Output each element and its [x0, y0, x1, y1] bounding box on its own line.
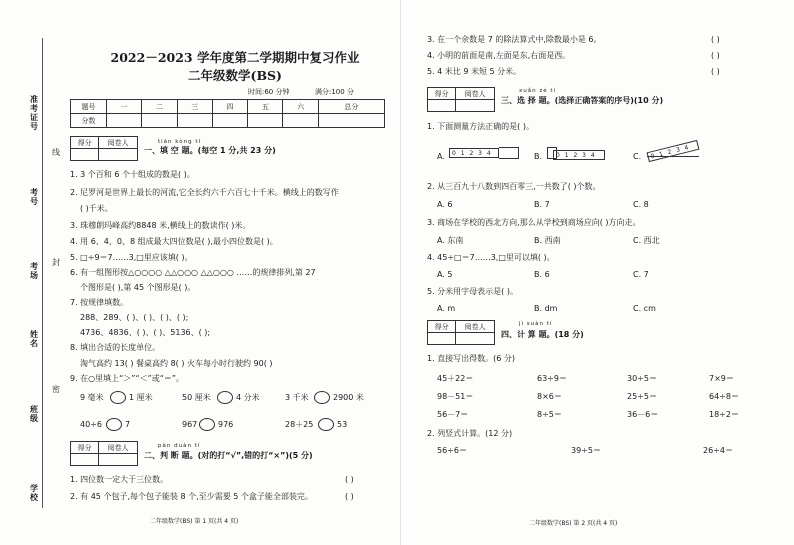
cmp-left: 967: [182, 420, 198, 429]
grader-score-label: 得分: [71, 137, 99, 149]
p1-q2b: ( )千米。: [80, 204, 113, 213]
score-row-label: 分数: [71, 114, 107, 128]
choice-option[interactable]: A. 东南: [437, 236, 464, 245]
grader-reviewer-label: 阅卷人: [456, 88, 495, 100]
calc-item: 7×9＝: [709, 374, 734, 383]
p2-choice-q4: 4. 45÷□＝7……3,□里可以填( )。: [427, 253, 555, 262]
calc-item: 30÷5＝: [627, 374, 657, 383]
sec2-title: 二、判 断 题。(对的打“√”,错的打“×”)(5 分): [144, 451, 313, 460]
choice-option[interactable]: C. 8: [633, 200, 649, 209]
ruler-a: 0 1 2 3 4: [449, 148, 499, 158]
p1-q6a: 6. 有一组图形按△○○○○ △△○○○ △△○○○ ……的规律排列,第 27: [70, 268, 316, 277]
cmp-right: 2900 米: [333, 393, 364, 402]
score-cell[interactable]: [318, 114, 384, 128]
grader-score-label: 得分: [71, 442, 99, 454]
label-school: 学校: [30, 484, 38, 502]
compare-circle[interactable]: [217, 391, 233, 404]
ruler-c: 0 1 2 3 4: [647, 140, 700, 162]
sec1-title: 一、填 空 题。(每空 1 分,共 23 分): [144, 146, 276, 155]
score-header: 一: [107, 100, 142, 114]
calc-item: 18÷2＝: [709, 410, 739, 419]
p1-judge-q2: 2. 有 45 个包子,每个包子能装 8 个,至少需要 5 个盒子能全部装完。: [70, 492, 313, 501]
p1-judge-q1: 1. 四位数一定大于三位数。: [70, 475, 169, 484]
p2-choice-q1: 1. 下面测量方法正确的是( )。: [427, 122, 534, 131]
score-cell[interactable]: [283, 114, 318, 128]
grader-reviewer-label: 阅卷人: [99, 137, 138, 149]
choice-option[interactable]: C. 西北: [633, 236, 660, 245]
grader-reviewer-cell[interactable]: [99, 149, 138, 161]
grader-box-sec4: [427, 320, 495, 345]
choice-option[interactable]: A. 5: [437, 270, 453, 279]
cmp-left: 9 毫米: [80, 393, 104, 402]
compare-circle[interactable]: [199, 418, 215, 431]
sec3-pinyin: xuǎn zé tí: [519, 88, 557, 94]
calc-item: 36－6＝: [627, 410, 659, 419]
grader-score-label: 得分: [428, 88, 456, 100]
grader-score-cell[interactable]: [428, 100, 456, 112]
p1-q7: 7. 按规律填数。: [70, 298, 129, 307]
choice-option[interactable]: C. 7: [633, 270, 649, 279]
cmp-right: 976: [218, 420, 234, 429]
grader-box-sec3: [427, 87, 495, 112]
cmp-left: 50 厘米: [182, 393, 211, 402]
p1-q4: 4. 用 6、4、0、8 组成最大四位数是( ),最小四位数是( )。: [70, 237, 278, 246]
judge-answer-paren[interactable]: ( ): [345, 475, 354, 484]
binding-line: [42, 38, 43, 508]
p1-q7-row2: 4736、4836、( )、( )、5136、( );: [80, 328, 211, 337]
vertical-calc-item: 26÷4＝: [703, 446, 733, 455]
calc-item: 8×6＝: [537, 392, 562, 401]
page-subtitle: 二年级数学(BS): [188, 68, 282, 83]
choice-option[interactable]: C.: [633, 152, 642, 161]
calc-item: 25÷5＝: [627, 392, 657, 401]
choice-option[interactable]: B. 7: [534, 200, 550, 209]
cmp-right: 53: [337, 420, 348, 429]
calc-item: 64÷8＝: [709, 392, 739, 401]
sec3-title: 三、选 择 题。(选择正确答案的序号)(10 分): [501, 96, 664, 105]
grader-reviewer-label: 阅卷人: [456, 321, 495, 333]
grader-box-sec2: [70, 441, 138, 466]
label-exam-id: 准考证号: [30, 95, 38, 131]
cut-mark-dense: 密: [52, 385, 60, 394]
score-cell[interactable]: [212, 114, 247, 128]
choice-option[interactable]: B. dm: [534, 304, 558, 313]
choice-option[interactable]: B. 西南: [534, 236, 561, 245]
compare-circle[interactable]: [106, 418, 122, 431]
sec4-title: 四、计 算 题。(18 分): [501, 330, 584, 339]
p1-q8-row: 淘气高约 13( ) 餐桌高约 8( ) 火车每小时行驶约 90( ): [80, 359, 273, 368]
score-header: 四: [212, 100, 247, 114]
cut-mark-seal: 封: [52, 258, 60, 267]
exam-page-2: [400, 0, 794, 545]
p1-q5: 5. □÷9＝7……3,□里应该填( )。: [70, 253, 193, 262]
sec1-pinyin: tián kòng tí: [158, 139, 202, 145]
score-cell[interactable]: [248, 114, 283, 128]
p1-q9: 9. 在○里填上“＞”“＜”或“＝”。: [70, 374, 185, 383]
vertical-calc-item: 56÷6＝: [437, 446, 467, 455]
grader-score-cell[interactable]: [71, 454, 99, 466]
sec2-pinyin: pàn duàn tí: [158, 443, 201, 449]
p2-judge-q5: 5. 4 米比 9 米短 5 分米。: [427, 67, 522, 76]
score-header: 总分: [318, 100, 384, 114]
choice-option[interactable]: B. 6: [534, 270, 550, 279]
choice-option[interactable]: A. m: [437, 304, 456, 313]
judge-answer-paren[interactable]: ( ): [711, 67, 720, 76]
cmp-left: 40÷6: [80, 420, 102, 429]
choice-option[interactable]: A.: [437, 152, 445, 161]
score-cell[interactable]: [107, 114, 142, 128]
grader-reviewer-cell[interactable]: [456, 333, 495, 345]
p2-choice-q3: 3. 商场在学校的西北方向,那么从学校到商场应向( )方向走。: [427, 218, 641, 227]
judge-answer-paren[interactable]: ( ): [345, 492, 354, 501]
p2-choice-q2: 2. 从三百九十八数到四百零三,一共数了( )个数。: [427, 182, 601, 191]
score-header: 五: [248, 100, 283, 114]
cmp-left: 3 千米: [285, 393, 309, 402]
p2-calc-q2: 2. 列竖式计算。(12 分): [427, 429, 513, 438]
page2-footer: 二年级数学(BS) 第 2 页(共 4 页): [529, 520, 618, 527]
grader-score-cell[interactable]: [428, 333, 456, 345]
cut-mark-line: 线: [52, 148, 60, 157]
calc-item: 45＋22＝: [437, 374, 474, 383]
label-exam-number: 考号: [30, 188, 38, 206]
p2-judge-q4: 4. 小明的前面是南,左面是东,右面是西。: [427, 51, 571, 60]
score-table: [70, 99, 385, 128]
p2-choice-q5: 5. 分米用字母表示是( )。: [427, 287, 518, 296]
p1-q1: 1. 3 个百和 6 个十组成的数是( )。: [70, 170, 195, 179]
p2-judge-q3: 3. 在一个余数是 7 的除法算式中,除数最小是 6。: [427, 35, 602, 44]
compare-circle[interactable]: [318, 418, 334, 431]
score-header: 六: [283, 100, 318, 114]
calc-item: 98－51＝: [437, 392, 474, 401]
page1-footer: 二年级数学(BS) 第 1 页(共 4 页): [150, 518, 239, 525]
p1-q6b: 个图形是( ),第 45 个图形是( )。: [80, 283, 196, 292]
score-header: 二: [142, 100, 177, 114]
calc-item: 56－7＝: [437, 410, 469, 419]
cmp-left: 28＋25: [285, 420, 314, 429]
measured-object-a: [499, 147, 519, 159]
p1-q7-row1: 288、289、( )、( )、( )、( );: [80, 313, 189, 322]
score-cell[interactable]: [142, 114, 177, 128]
grader-reviewer-cell[interactable]: [456, 100, 495, 112]
p1-q8: 8. 填出合适的长度单位。: [70, 343, 161, 352]
grader-reviewer-label: 阅卷人: [99, 442, 138, 454]
label-exam-room: 考场: [30, 262, 38, 280]
judge-answer-paren[interactable]: ( ): [711, 35, 720, 44]
score-header: 题号: [71, 100, 107, 114]
choice-option[interactable]: A. 6: [437, 200, 453, 209]
vertical-calc-item: 39÷5＝: [571, 446, 601, 455]
choice-option[interactable]: C. cm: [633, 304, 656, 313]
p2-calc-q1: 1. 直接写出得数。(6 分): [427, 354, 516, 363]
cmp-right: 4 分米: [236, 393, 260, 402]
grader-reviewer-cell[interactable]: [99, 454, 138, 466]
score-info: 满分:100 分: [315, 88, 354, 96]
grader-score-cell[interactable]: [71, 149, 99, 161]
p1-q3: 3. 珠穆朗玛峰高约8848 米,横线上的数读作( )米。: [70, 221, 251, 230]
grader-score-label: 得分: [428, 321, 456, 333]
score-header: 三: [177, 100, 212, 114]
sec4-pinyin: jì suàn tí: [519, 321, 553, 327]
time-info: 时间:60 分钟: [248, 88, 290, 96]
score-cell[interactable]: [177, 114, 212, 128]
calc-item: 63÷9＝: [537, 374, 567, 383]
ruler-b: 0 1 2 3 4: [553, 150, 605, 160]
compare-circle[interactable]: [110, 391, 126, 404]
label-name: 姓名: [30, 330, 38, 348]
cmp-right: 7: [125, 420, 131, 429]
measured-line-c: [647, 156, 699, 157]
p1-q2a: 2. 尼罗河是世界上最长的河流,它全长约六千六百七十千米。横线上的数写作: [70, 188, 339, 197]
choice-option[interactable]: B.: [534, 152, 543, 161]
calc-item: 8÷5＝: [537, 410, 562, 419]
page-title: 2022－2023 学年度第二学期期中复习作业: [110, 50, 360, 65]
grader-box-sec1: [70, 136, 138, 161]
label-class: 班级: [30, 405, 38, 423]
compare-circle[interactable]: [314, 391, 330, 404]
judge-answer-paren[interactable]: ( ): [711, 51, 720, 60]
cmp-right: 1 厘米: [129, 393, 153, 402]
